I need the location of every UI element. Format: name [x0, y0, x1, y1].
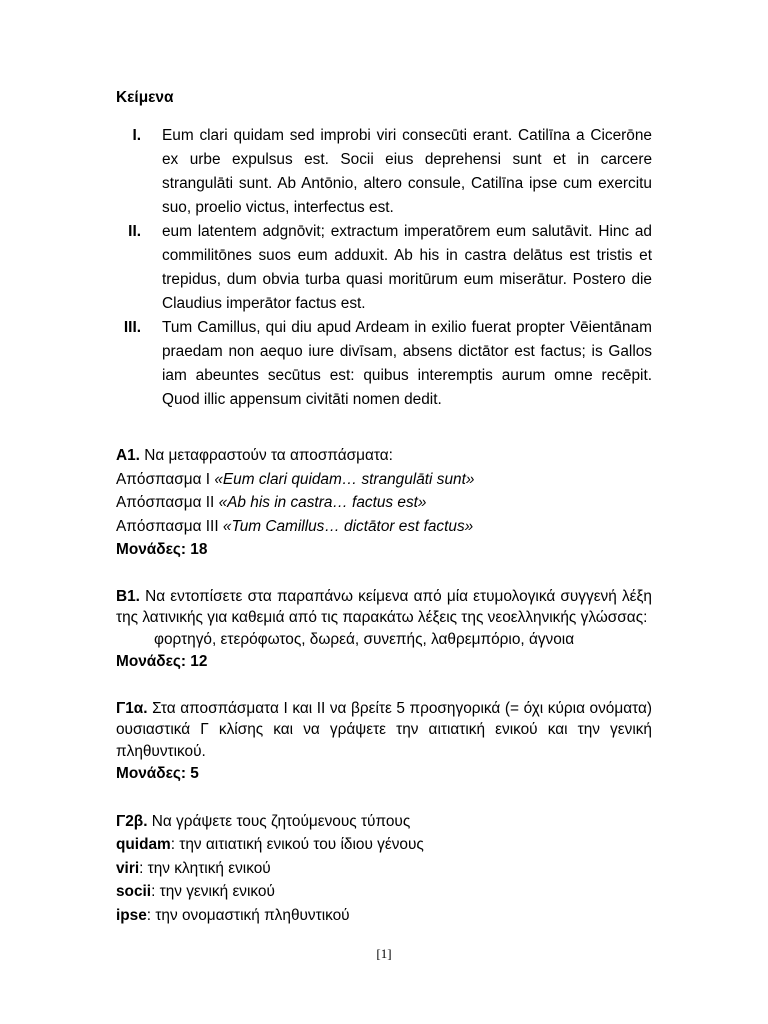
form-description: : την κλητική ενικού: [139, 859, 271, 877]
passage-number: II.: [128, 223, 141, 240]
points-label: Μονάδες: 5: [116, 765, 199, 782]
excerpt-quote: «Eum clari quidam… strangulāti sunt»: [214, 470, 475, 488]
question-g2b: [116, 810, 652, 928]
excerpt-quote: «Tum Camillus… dictātor est factus»: [222, 517, 474, 535]
form-description: : την ονομαστική πληθυντικού: [146, 906, 350, 924]
question-text: Στα αποσπάσματα Ι και ΙΙ να βρείτε 5 προσηγορικά (= όχι κύρια ονόματα) ουσιαστικά Γ κλίσης και να γράψετε την αιτιατική ενικού και την γενική πληθυντικού.: [116, 699, 652, 760]
section-heading: Κείμενα: [116, 89, 174, 106]
form-item: [116, 904, 652, 928]
question-b1-prompt: [116, 586, 652, 629]
question-label: Β1.: [116, 587, 140, 605]
passage-2: [116, 220, 652, 316]
excerpt-line: [116, 515, 652, 539]
excerpt-prefix: Απόσπασμα ΙΙ: [116, 494, 219, 511]
question-label: Α1.: [116, 447, 140, 464]
question-text: Να μεταφραστούν τα αποσπάσματα:: [139, 447, 393, 464]
passage-text: Eum clari quidam sed improbi viri consecūti erant. Catilīna a Cicerōne ex urbe expulsus est. Socii eius deprehensi sunt et in carcere strangulāti sunt. Ab Antōnio, altero consule, Catilīna ipse cum exercitu suo, proelio victus, interfectus est.: [162, 127, 652, 216]
excerpt-line: [116, 468, 652, 492]
question-label: Γ2β.: [116, 812, 148, 830]
latin-word: ipse: [116, 906, 147, 924]
form-item: [116, 857, 652, 881]
question-a1: [116, 444, 652, 562]
question-g2b-prompt: [116, 810, 652, 834]
word-list: φορτηγό, ετερόφωτος, δωρεά, συνεπής, λαθρεμπόριο, άγνοια: [154, 630, 575, 648]
points-label: Μονάδες: 12: [116, 653, 208, 670]
excerpt-quote: «Ab his in castra… factus est»: [218, 494, 427, 511]
latin-word: quidam: [116, 836, 171, 853]
form-description: : την αιτιατική ενικού του ίδιου γένους: [170, 836, 424, 853]
question-g1a-prompt: [116, 698, 652, 763]
passage-text: Tum Camillus, qui diu apud Ardeam in exilio fuerat propter Vēientānam praedam non aequo iure divīsam, absens dictātor est factus; is Gallos iam abeuntes secūtus est: quibus interemptis aurum omne recēpit. Quod illic appensum civitāti nomen dedit.: [162, 319, 652, 408]
document-page: [116, 86, 652, 951]
form-item: [116, 833, 652, 857]
excerpt-prefix: Απόσπασμα Ι: [116, 470, 215, 488]
passage-number: I.: [132, 127, 141, 144]
passage-number: III.: [123, 319, 141, 336]
points-label: Μονάδες: 18: [116, 541, 208, 558]
excerpt-prefix: Απόσπασμα ΙΙΙ: [116, 517, 223, 535]
form-description: : την γενική ενικού: [151, 883, 275, 900]
latin-word: socii: [116, 883, 152, 900]
excerpt-line: [116, 491, 652, 515]
passage-1: [116, 124, 652, 220]
latin-word: viri: [116, 859, 140, 877]
passage-3: [116, 316, 652, 412]
question-b1: [116, 586, 652, 674]
question-label: Γ1α.: [116, 699, 148, 717]
latin-passages: [116, 124, 652, 412]
passage-text: eum latentem adgnōvit; extractum imperatōrem eum salutāvit. Hinc ad commilitōnes suos eum adduxit. Ab his in castra delātus est tristis et trepidus, dum obvia turba quasi moritūrum eum miserātur. Postero die Claudius imperātor factus est.: [162, 223, 652, 312]
question-g1a: [116, 698, 652, 786]
form-item: [116, 880, 652, 904]
question-a1-prompt: [116, 444, 652, 468]
question-text: Να εντοπίσετε στα παραπάνω κείμενα από μία ετυμολογικά συγγενή λέξη της λατινικής για καθεμιά από τις παρακάτω λέξεις της νεοελληνικής γλώσσας:: [116, 587, 652, 626]
page-number: [1]: [376, 946, 392, 961]
question-text: Να γράψετε τους ζητούμενους τύπους: [147, 812, 411, 830]
